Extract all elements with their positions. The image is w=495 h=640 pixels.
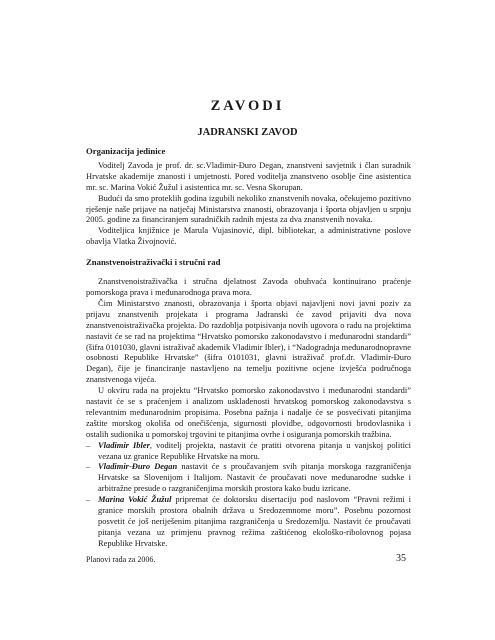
list-dash: – xyxy=(86,439,91,450)
research-paragraph-3: U okviru rada na projektu “Hrvatsko pomorsko zakonodavstvo i međunarodni standardi” nastavit će se s praćenjem i analizom usklađenosti hrvatskog pomorskog zakonodavstva s relevantnim međunarodnim propisima. Posebna pažnja i nadalje će se posvećivati pitanjima zaštite morskog okoliša od onečišćenja, sigurnosti plovidbe, odgovornosti brodovlasnika i ostalih sudionika u pomorskoj trgovini te pitanjima ovrhe i osiguranja pomorskih tražbina. xyxy=(86,385,411,439)
researcher-name: Vladimir-Đuro Degan xyxy=(98,461,178,472)
institute-title: JADRANSKI ZAVOD xyxy=(197,127,298,138)
organization-paragraph-1: Voditelj Zavoda je prof. dr. sc.Vladimir-Đuro Degan, znanstveni savjetnik i član suradnik Hrvatske akademije znanosti i umjetnosti. Pored voditelja znanstveno osoblje čine asistentica mr. sc. Marina Vokić Žužul i asistentica mr. sc. Vesna Skorupan. xyxy=(86,159,411,192)
organization-heading: Organizacija jedinice xyxy=(86,146,166,156)
list-item xyxy=(86,461,411,494)
list-item xyxy=(86,440,411,462)
research-heading: Znanstvenoistraživački i stručni rad xyxy=(86,257,221,268)
page-number: 35 xyxy=(396,553,406,564)
researcher-name: Marina Vokić Žužul xyxy=(98,494,172,505)
list-item-text: , voditelj projekta, nastavit će pratiti otvorena pitanja u vanjskoj politici vezana uz granice Republike Hrvatske na moru. xyxy=(98,439,412,461)
research-paragraph-2: Čim Ministarstvo znanosti, obrazovanja i športa objavi najavljeni novi javni poziv za prijavu znanstvenih projekata i programa Jadranski će zavod prijaviti dva nova znanstvenoistraživačka projekta. Do razdoblja potpisivanja novih ugovora o radu na projektima nastavit će se rad na projektima “Hrvatsko pomorsko zakonodavstvo i međunarodni standardi” (šifra 0101030, glavni istraživač akademik Vladimir Ibler), i “Nadogradnja međunarodnopravne osobnosti Republike Hrvatske” (šifra 0101031, glavni istraživač prof.dr. Vladimir-Đuro Degan), čije je financiranje nastavljeno na temelju pozitivne ocjene izvješća područnoga znanstvenoga vijeća. xyxy=(86,297,411,385)
body-content xyxy=(86,146,411,549)
section-title: ZAVODI xyxy=(210,98,285,114)
list-dash: – xyxy=(86,494,91,505)
organization-paragraph-2: Budući da smo proteklih godina izgubili nekoliko znanstvenih novaka, očekujemo pozitivno rješenje naše prijave na natječaj Ministarstva znanosti, obrazovanja i športa objavljen u srpnju 2005. godine za financiranjem suradničkih radnih mjesta za dva znanstvenih novaka. xyxy=(86,192,411,225)
list-item-text: pripremat će doktorsku disertaciju pod naslovom “Pravni režimi i granice morskih prostora obalnih država u Sredozemnome moru”. Posebnu pozornost posvetit će još neriješenim pitanjima razgraničenja u Sredozemlju. Nastavit će proučavati pitanja vezana uz primjenu pravnog režima zaštićenog ekološko-ribolovnog pojasa Republike Hrvatske. xyxy=(98,494,411,548)
list-item xyxy=(86,494,411,549)
footer-running-title: Planovi rada za 2006. xyxy=(86,555,156,564)
list-dash: – xyxy=(86,461,91,472)
list-item-text: nastavit će s proučavanjem svih pitanja morskoga razgraničenja Hrvatske sa Slovenijom i Italijom. Nastavit će proučavati nove međunarodne sudske i arbitražne presude o razgraničenjima morskih prostora kako budu izricane. xyxy=(98,461,411,494)
researcher-name: Vladimir Ibler xyxy=(98,439,150,450)
organization-paragraph-3: Voditeljica knjižnice je Marula Vujasinović, dipl. bibliotekar, a administrativne poslove obavlja Vlatka Živojnović. xyxy=(86,225,411,247)
research-paragraph-1: Znanstvenoistraživačka i stručna djelatnost Zavoda obuhvaća kontinuirano praćenje pomorskoga prava i međunarodnoga prava mora. xyxy=(86,276,411,297)
